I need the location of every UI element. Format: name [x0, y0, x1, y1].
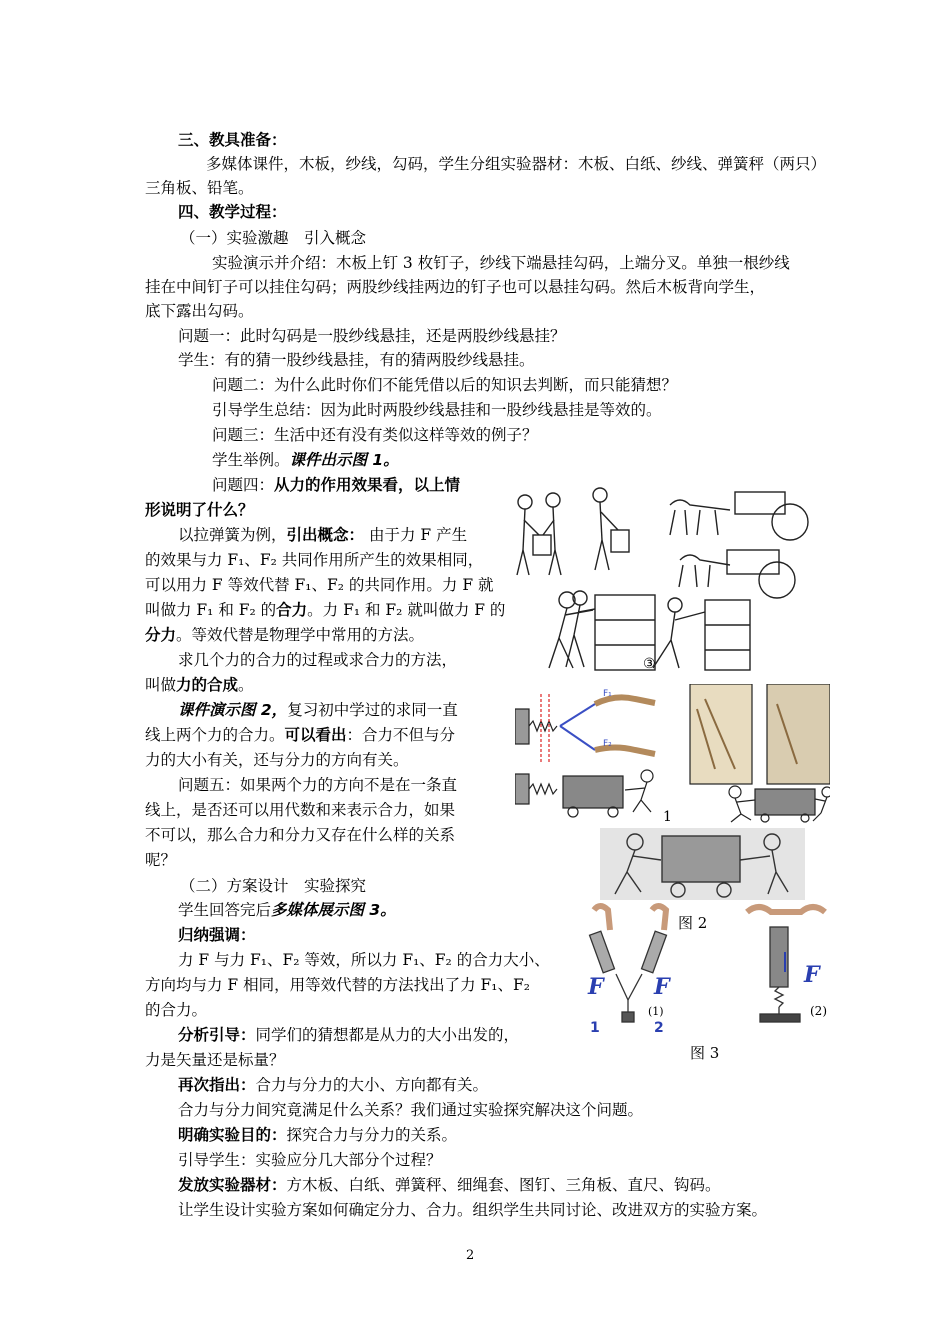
guide-summary: 引导学生总结：因为此时两股纱线悬挂和一股纱线悬挂是等效的。: [212, 401, 662, 419]
student-example: [212, 450, 399, 470]
summary-line-1: 力 F 与力 F₁、F₂ 等效，所以力 F₁、F₂ 的合力大小、: [178, 951, 550, 969]
section-3-line-1: 多媒体课件，木板，纱线，勾码，学生分组实验器材：木板、白纸、纱线、弹簧秤（两只）: [206, 155, 827, 173]
figure-3-force-resultant: F: [804, 962, 820, 988]
demo-line-1: [178, 700, 458, 720]
summary-title: 归纳强调：: [178, 926, 256, 944]
again-point-line: [178, 1075, 488, 1095]
re-bold: 再次指出：: [178, 1076, 256, 1094]
d2-bold: 可以看出: [284, 726, 347, 744]
re-post: 合力与分力的大小、方向都有关。: [255, 1076, 489, 1094]
section-3-line-2: 三角板、铅笔。: [145, 179, 254, 197]
figure-2-force-1-label: F₁: [603, 689, 612, 699]
c4-bold: 合力: [276, 601, 308, 619]
c1-post: 由于力 F 产生: [364, 526, 468, 544]
question-5-line-2: 线上，是否还可以用代数和来表示合力，如果: [145, 801, 456, 819]
a-bold: 分析引导：: [178, 1026, 256, 1044]
q4-prefix: 问题四：: [212, 476, 275, 494]
question-2: 问题二：为什么此时你们不能凭借以后的知识去判断，而只能猜想？: [212, 376, 678, 394]
materials-line: [178, 1175, 721, 1195]
figure-2-cart-illustration: [600, 828, 805, 900]
concept-line-3: 可以用力 F 等效代替 F₁、F₂ 的共同作用。力 F 就: [145, 576, 494, 594]
question-5-line-4: 呢？: [145, 851, 177, 869]
q4-bold: 从力的作用效果看，以上情: [274, 476, 461, 494]
section-3-title: 三、教具准备：: [178, 131, 287, 149]
m-post: 方木板、白纸、弹簧秤、细绳套、图钉、三角板、直尺、钩码。: [286, 1176, 721, 1194]
concept-line-4: [145, 600, 505, 620]
figure-3-part-2: (2): [810, 1004, 827, 1018]
p-post: 探究合力与分力的关系。: [286, 1126, 458, 1144]
figure-2-caption: 图 2: [678, 914, 708, 932]
figure-3-caption: 图 3: [690, 1044, 720, 1062]
analysis-line-1: [178, 1025, 519, 1045]
c1-bold: 引出概念：: [286, 526, 365, 544]
c1-pre: 以拉弹簧为例，: [178, 526, 287, 544]
figure-2-number: 1: [663, 809, 672, 824]
concept-line-5: [145, 625, 424, 645]
figure-3-force-1: F: [588, 974, 604, 1000]
c5-bold: 分力: [145, 626, 177, 644]
purpose-line: [178, 1125, 457, 1145]
intro-line-3: 底下露出勾码。: [145, 302, 254, 320]
d1-emphasis: 课件演示图 2，: [178, 701, 288, 719]
r-emphasis: 多媒体展示图 3。: [271, 901, 396, 919]
m-bold: 发放实验器材：: [178, 1176, 287, 1194]
d1-post: 复习初中学过的求同一直: [287, 701, 458, 719]
guide-students-line: 引导学生：实验应分几大部分个过程？: [178, 1151, 442, 1169]
c4-post: 。力 F₁ 和 F₂ 就叫做力 F 的: [307, 601, 506, 619]
summary-line-2: 方向均与力 F 相同，用等效代替的方法找出了力 F₁、F₂: [145, 976, 530, 994]
d2-pre: 线上两个力的合力。: [145, 726, 285, 744]
intro-line-2: 挂在中间钉子可以挂住勾码；两股纱线挂两边的钉子也可以悬挂勾码。然后木板背向学生，: [145, 278, 766, 296]
example-text: 学生举例。: [212, 451, 290, 469]
summary-line-3: 的合力。: [145, 1001, 208, 1019]
composition-line-2: [145, 675, 254, 695]
student-answer-1: 学生：有的猜一股纱线悬挂，有的猜两股纱线悬挂。: [178, 351, 535, 369]
question-1: 问题一：此时勾码是一股纱线悬挂，还是两股纱线悬挂？: [178, 327, 566, 345]
demo-line-3: 力的大小有关，还与分力的方向有关。: [145, 751, 409, 769]
figure-1-number: ③: [643, 656, 656, 672]
design-line: 让学生设计实验方案如何确定分力、合力。组织学生共同讨论、改进双方的实验方案。: [178, 1201, 768, 1219]
d2-post: ：合力不但与分: [346, 726, 456, 744]
section-4-title: 四、教学过程：: [178, 203, 287, 221]
h2-post: 。: [238, 676, 254, 694]
figure-3-part-1: (1): [648, 1005, 664, 1018]
response-line: [178, 900, 396, 920]
figure-3-subscript-2: 2: [654, 1020, 664, 1036]
question-4-cont: 形说明了什么？: [145, 501, 254, 519]
example-emphasis: 课件出示图 1。: [289, 451, 399, 469]
r-pre: 学生回答完后: [178, 901, 272, 919]
relation-line: 合力与分力间究竟满足什么关系？我们通过实验探究解决这个问题。: [178, 1101, 644, 1119]
intro-line-1: 实验演示并介绍：木板上钉 3 枚钉子，纱线下端悬挂勾码，上端分叉。单独一根纱线: [212, 254, 790, 272]
figure-2-force-2-label: F₂: [603, 739, 612, 749]
concept-line-2: 的效果与力 F₁、F₂ 共同作用所产生的效果相同，: [145, 551, 484, 569]
c5-post: 。等效代替是物理学中常用的方法。: [176, 626, 425, 644]
part-2-title: （二）方案设计 实验探究: [180, 877, 367, 895]
composition-line-1: 求几个力的合力的过程或求合力的方法，: [178, 651, 458, 669]
part-1-title: （一）实验激趣 引入概念: [180, 229, 367, 247]
a-text: 同学们的猜想都是从力的大小出发的，: [255, 1026, 520, 1044]
question-4: [212, 475, 460, 495]
figure-3-force-2: F: [654, 974, 670, 1000]
p-bold: 明确实验目的：: [178, 1126, 287, 1144]
question-5-line-1: 问题五：如果两个力的方向不是在一条直: [178, 776, 458, 794]
figure-3-illustration: [582, 902, 844, 1038]
h2-bold: 力的合成: [176, 676, 239, 694]
analysis-line-2: 力是矢量还是标量？: [145, 1051, 285, 1069]
figure-2-illustration: [515, 684, 830, 824]
figure-3-subscript-1: 1: [590, 1020, 600, 1036]
figure-1-illustration: [505, 480, 815, 680]
demo-line-2: [145, 725, 455, 745]
question-5-line-3: 不可以，那么合力和分力又存在什么样的关系: [145, 826, 456, 844]
question-3: 问题三：生活中还有没有类似这样等效的例子？: [212, 426, 538, 444]
h2-pre: 叫做: [145, 676, 177, 694]
page-number: 2: [466, 1248, 475, 1263]
concept-line-1: [178, 525, 467, 545]
c4-pre: 叫做力 F₁ 和 F₂ 的: [145, 601, 277, 619]
